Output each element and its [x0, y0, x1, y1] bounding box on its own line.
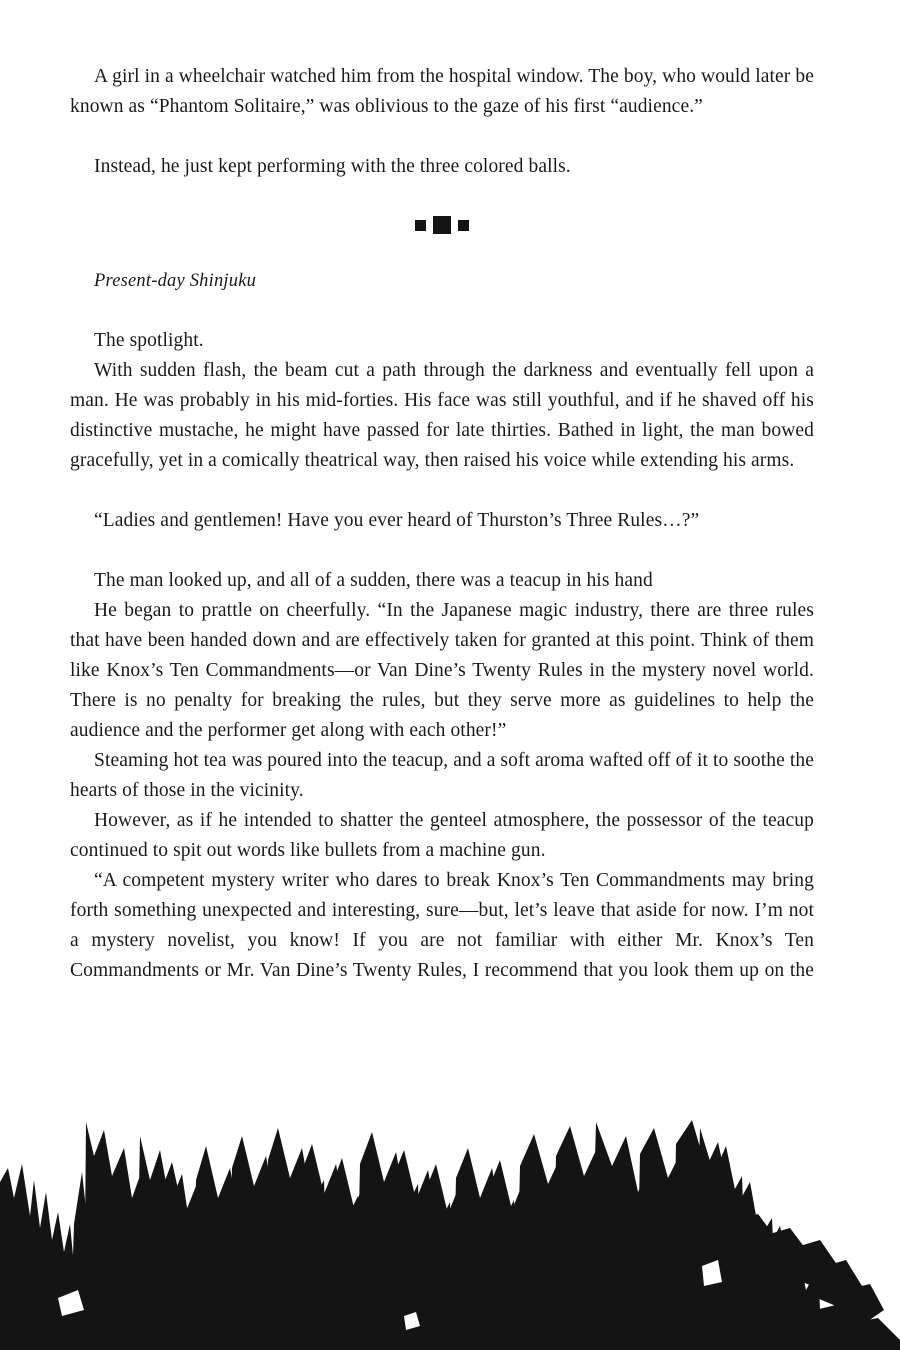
square-large-center-icon — [433, 216, 451, 234]
paragraph: A girl in a wheelchair watched him from the hospital window. The boy, who would later be known as “Phantom Solitaire,” was oblivious to the gaze of his first “audience.” — [70, 66, 814, 117]
section-break-ornament — [70, 210, 814, 240]
text-column — [70, 62, 814, 986]
paragraph: The spotlight. — [94, 330, 204, 351]
paragraph: He began to prattle on cheerfully. “In the Japanese magic industry, there are three rules that have been handed down and are effectively taken for granted at this point. Think of them like Knox’s Ten Commandments—or Van Dine’s Twenty Rules in the mystery novel world. There is no penalty for breaking the rules, but they serve more as guidelines to help the audience and the performer get along with each other!” — [70, 600, 814, 741]
paragraph-gap — [70, 536, 814, 566]
scene-heading: Present-day Shinjuku — [94, 271, 257, 291]
paragraph: “Ladies and gentlemen! Have you ever heard of Thurston’s Three Rules…?” — [94, 510, 700, 531]
paragraph: With sudden flash, the beam cut a path through the darkness and eventually fell upon a man. He was probably in his mid-forties. His face was still youthful, and if he shaved off his distinctive mustache, he might have passed for late thirties. Bathed in light, the man bowed gracefully, yet in a comically theatrical way, then raised his voice while extending his arms. — [70, 360, 814, 471]
paragraph: Steaming hot tea was poured into the teacup, and a soft aroma wafted off of it to soothe the hearts of those in the vicinity. — [70, 750, 814, 801]
paragraph: “A competent mystery writer who dares to break Knox’s Ten Commandments may bring forth something unexpected and interesting, sure—but, let’s leave that aside for now. I’m not a mystery novelist, you know! If you are not familiar with either Mr. Knox’s Ten Commandments or Mr. Van Dine’s Twenty Rules, I recommend that you look them up on the — [70, 870, 814, 981]
paragraph: The man looked up, and all of a sudden, there was a teacup in his hand — [94, 570, 653, 591]
heading-gap — [70, 296, 814, 326]
paragraph: However, as if he intended to shatter the genteel atmosphere, the possessor of the teacup continued to spit out words like bullets from a machine gun. — [70, 810, 814, 861]
shattered-debris-illustration — [0, 1120, 900, 1350]
paragraph-gap — [70, 122, 814, 152]
paragraph: Instead, he just kept performing with the three colored balls. — [94, 156, 571, 177]
square-small-left-icon — [415, 220, 426, 231]
paragraph-gap — [70, 476, 814, 506]
square-small-right-icon — [458, 220, 469, 231]
